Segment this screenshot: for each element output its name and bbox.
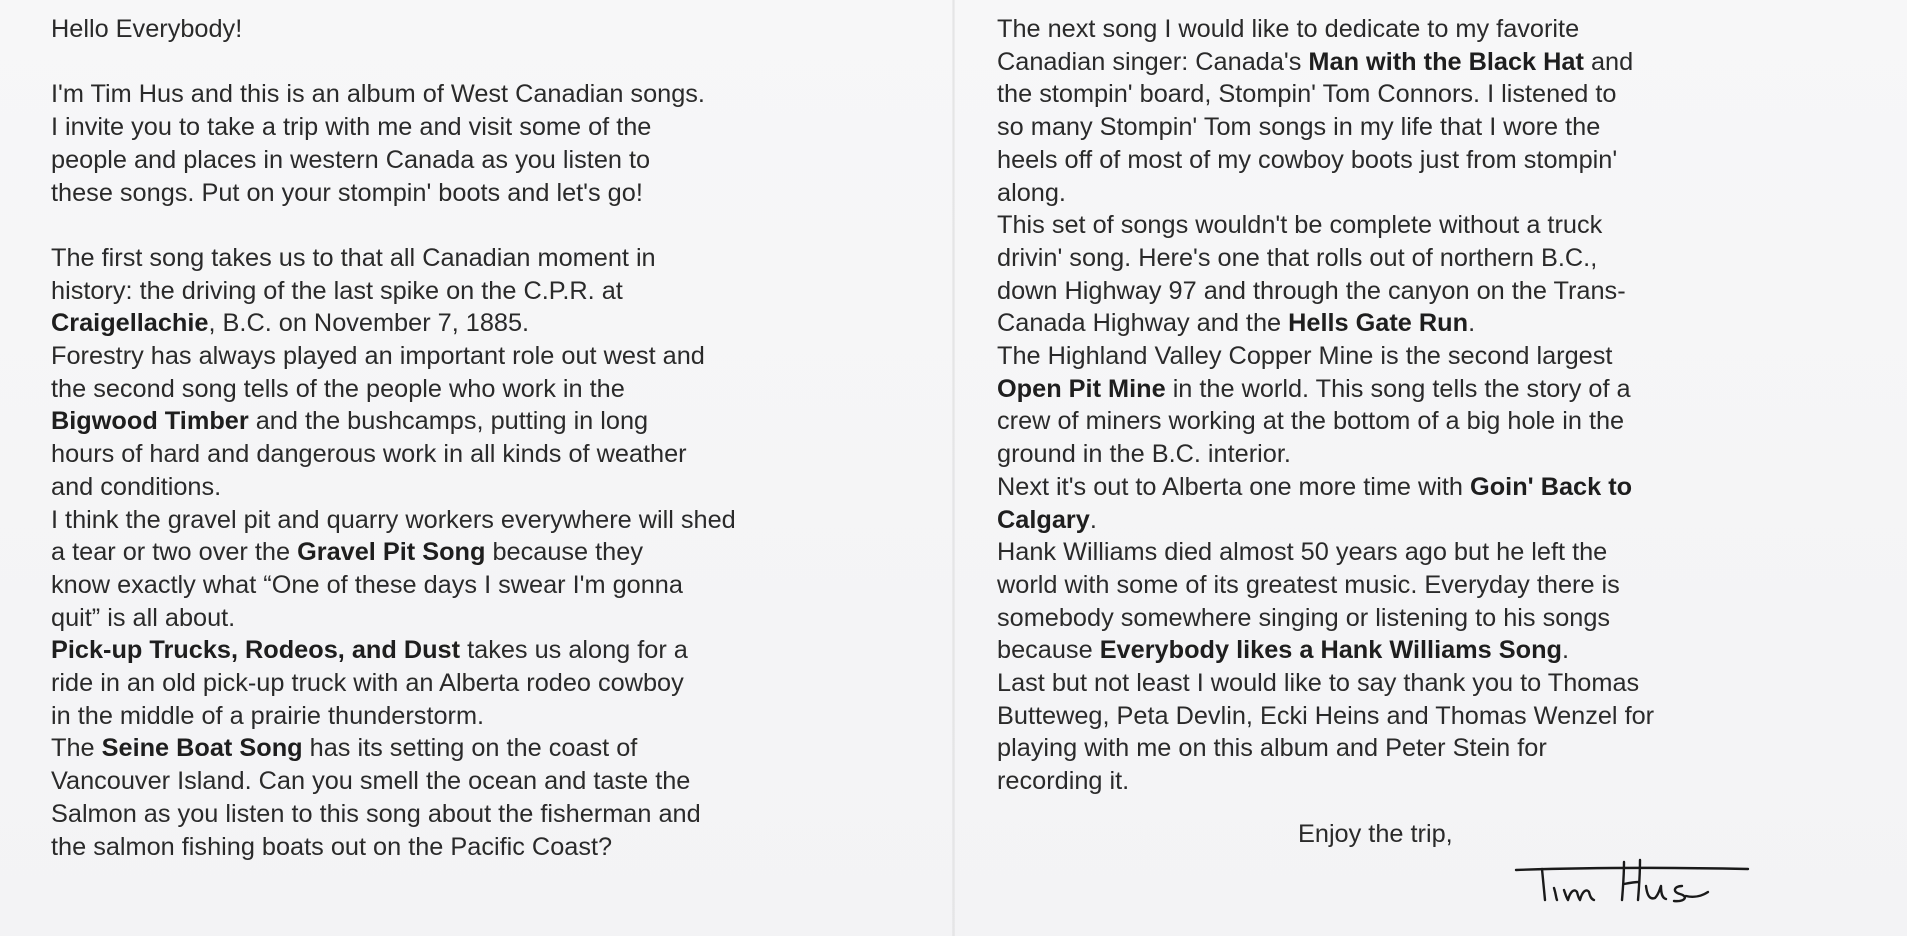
text: Forestry has always played an important role out west and the second song tells of the people who work in the bbox=[51, 342, 705, 403]
song-title-man-with-black-hat: Man with the Black Hat bbox=[1308, 47, 1584, 76]
text: The first song takes us to that all Canadian moment in history: the driving of the last spike on the C.P.R. at bbox=[51, 243, 656, 305]
pickup-paragraph bbox=[51, 634, 736, 732]
text: and the bushcamps, putting in long hours of hard and dangerous work in all kinds of weather and conditions. bbox=[51, 407, 687, 501]
text: has its setting on the coast of Vancouver Island. Can you smell the ocean and taste the Salmon as you listen to this song about the fisherman and the salmon fishing boats out on the Pacific Coast? bbox=[51, 734, 701, 861]
song-title-bigwood-timber: Bigwood Timber bbox=[51, 407, 249, 436]
seine-boat-paragraph bbox=[51, 732, 736, 863]
hank-williams-paragraph bbox=[997, 536, 1654, 667]
text: . bbox=[1562, 636, 1570, 665]
text: The Highland Valley Copper Mine is the second largest bbox=[997, 342, 1613, 371]
text: and the stompin' board, Stompin' Tom Connors. I listened to so many Stompin' Tom songs in my life that I wore the heels off of most of my cowboy boots just from stompin' along. bbox=[997, 47, 1634, 207]
greeting-text: Hello Everybody! bbox=[51, 15, 243, 43]
thanks-paragraph bbox=[997, 667, 1654, 798]
song-title-hells-gate-run: Hells Gate Run bbox=[1288, 309, 1469, 338]
stompin-tom-paragraph bbox=[997, 13, 1654, 209]
intro-paragraph: I'm Tim Hus and this is an album of West Canadian songs. I invite you to take a trip with me and visit some of the people and places in western Canada as you listen to these songs. Put on your stompin' boots and let's go! bbox=[51, 80, 705, 207]
text: takes us along for a ride in an old pick-up truck with an Alberta rodeo cowboy in the middle of a prairie thunderstorm. bbox=[51, 636, 688, 730]
text: Next it's out to Alberta one more time with bbox=[997, 472, 1464, 501]
text: Last but not least I would like to say thank you to Thomas Butteweg, Peta Devlin, Ecki Heins and Thomas Wenzel for playing with me on this album and Peter Stein for recording it. bbox=[997, 669, 1655, 796]
text: Hank Williams died almost 50 years ago but he left the world with some of its greatest music. Everyday there is somebody somewhere singing or listening to his songs because bbox=[997, 538, 1620, 665]
song-title-seine-boat: Seine Boat Song bbox=[101, 734, 303, 763]
left-column bbox=[51, 13, 736, 863]
open-pit-paragraph bbox=[997, 340, 1654, 471]
text: . bbox=[1468, 309, 1476, 338]
text: The next song I would like to dedicate to my favorite Canadian singer: Canada's bbox=[997, 15, 1580, 76]
greeting bbox=[51, 13, 736, 46]
song-title-gravel-pit: Gravel Pit Song bbox=[297, 538, 486, 567]
craigellachie-paragraph bbox=[51, 242, 736, 340]
text: , B.C. on November 7, 1885. bbox=[208, 309, 530, 338]
signoff: Enjoy the trip, bbox=[1298, 820, 1453, 848]
song-title-goin-back-to-calgary: Goin' Back to Calgary bbox=[997, 472, 1633, 534]
text: because they know exactly what “One of these days I swear I'm gonna quit” is all about. bbox=[51, 538, 683, 632]
text: The bbox=[51, 734, 95, 763]
song-title-pickup-trucks: Pick-up Trucks, Rodeos, and Dust bbox=[51, 636, 461, 665]
signature bbox=[1512, 848, 1752, 910]
song-title-hank-williams: Everybody likes a Hank Williams Song bbox=[1099, 636, 1562, 665]
text: . bbox=[1089, 505, 1097, 534]
gravel-pit-paragraph bbox=[51, 504, 736, 635]
song-title-open-pit-mine: Open Pit Mine bbox=[997, 374, 1166, 403]
bigwood-paragraph bbox=[51, 340, 736, 504]
hells-gate-paragraph bbox=[997, 209, 1654, 340]
song-title-craigellachie: Craigellachie bbox=[51, 309, 209, 338]
text: in the world. This song tells the story of a crew of miners working at the bottom of a big hole in the ground in the B.C. interior. bbox=[997, 374, 1631, 469]
page-fold bbox=[952, 0, 955, 936]
text: I think the gravel pit and quarry workers everywhere will shed a tear or two over the bbox=[51, 505, 736, 567]
right-column bbox=[997, 13, 1654, 798]
text: This set of songs wouldn't be complete without a truck drivin' song. Here's one that rolls out of northern B.C., down Highway 97 and through the canyon on the Trans- Canada Highway and the bbox=[997, 211, 1626, 338]
calgary-paragraph bbox=[997, 471, 1654, 536]
